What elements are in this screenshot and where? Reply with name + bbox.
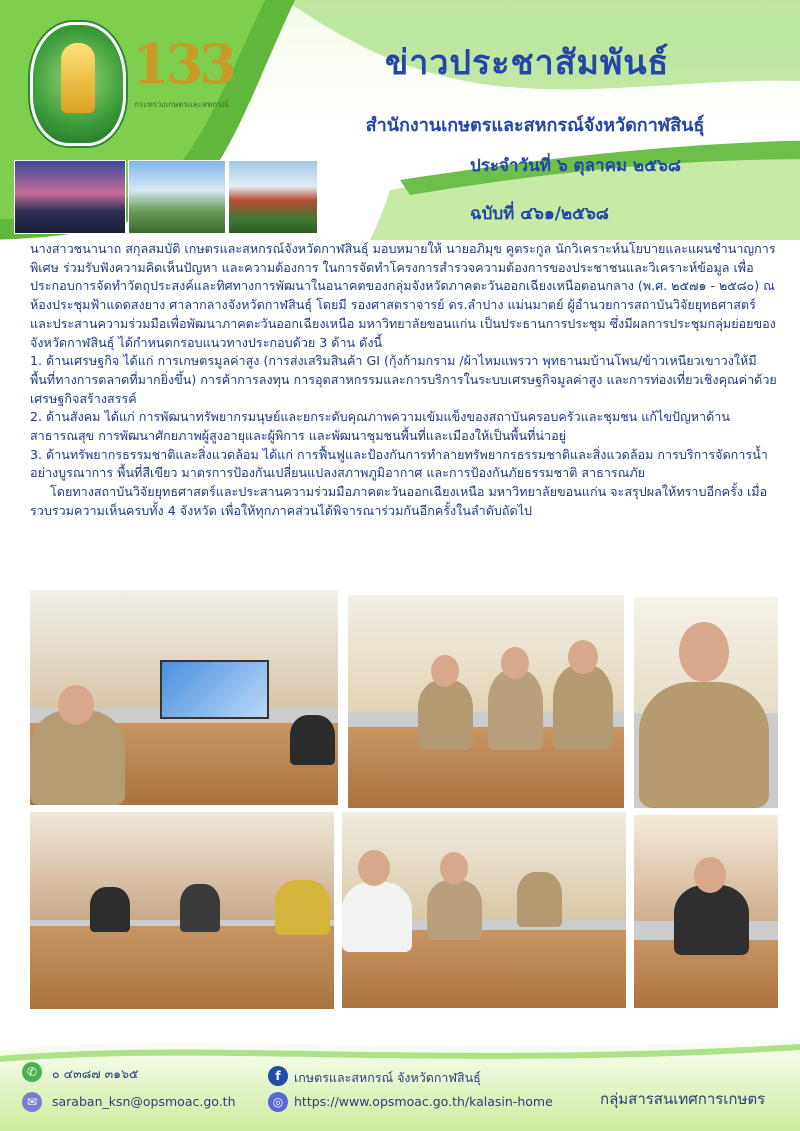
header [0,0,800,240]
body-paragraph-intro: นางสาวชนานาถ สกุลสมบัติ เกษตรและสหกรณ์จังหวัดกาฬสินธุ์ มอบหมายให้ นายอภิมุข คูตระกูล นักวิเคราะห์นโยบายและแผนชำนาญการพิเศษ ร่วมรับฟังความคิดเห็นปัญหา และความต้องการ ในการจัดทำโครงการสำรวจความต้องการของประชาชนและวิเคราะห์ข้อมูล เพื่อประกอบการจัดทำวัตถุประสงค์และทิศทางการพัฒนาในอนาคตของกลุ่มจังหวัดภาคตะวันออกเฉียงเหนือตอนกลาง (พ.ศ. ๒๕๗๑ - ๒๕๘๐) ณ ห้องประชุมฟ้าแดดสงยาง ศาลากลางจังหวัดกาฬสินธุ์ โดยมี รองศาสตราจารย์ ดร.ลำปาง แม่นมาตย์ ผู้อำนวยการสถาบันวิจัยยุทธศาสตร์และประสานความร่วมมือเพื่อพัฒนาภาคตะวันออกเฉียงเหนือ มหาวิทยาลัยขอนแก่น เป็นประธานการประชุม ซึ่งมีผลการประชุมกลุ่มย่อยของจังหวัดกาฬสินธุ์ ได้กำหนดกรอบแนวทางประกอบด้วย 3 ด้าน ดังนี้ [30,241,776,350]
header-photo-temple [228,160,318,234]
anniversary-number: 133 [132,32,233,96]
header-photo-buddha [128,160,226,234]
footer-website[interactable]: https://www.opsmoac.go.th/kalasin-home [294,1094,553,1109]
news-body [30,240,778,521]
header-photo-bridge [14,160,126,234]
globe-icon: ◎ [268,1092,288,1112]
footer-phone: ๐ ๔๓๘๗ ๓๑๖๕ [52,1066,139,1081]
footer-email[interactable]: saraban_ksn@opsmoac.go.th [52,1094,236,1109]
meeting-photo-1 [30,590,338,805]
anniversary-caption: กระทรวงเกษตรและสหกรณ์ [134,100,229,109]
body-item-society: 2. ด้านสังคม ได้แก่ การพัฒนาทรัพยากรมนุษย์และยกระดับคุณภาพความเข้มแข็งของสถาบันครอบครัวและชุมชน แก้ไขปัญหาด้านสาธารณสุข การพัฒนาศักยภาพผู้สูงอายุและผู้พิการ และพัฒนาชุมชนพื้นที่และเมืองให้เป็นพื้นที่น่าอยู่ [30,409,730,444]
footer-facebook[interactable]: เกษตรและสหกรณ์ จังหวัดกาฬสินธุ์ [294,1070,481,1085]
meeting-photo-4 [30,812,334,1009]
meeting-photo-3 [634,597,778,808]
office-name: สำนักงานเกษตรและสหกรณ์จังหวัดกาฬสินธุ์ [365,115,705,136]
news-date: ประจำวันที่ ๖ ตุลาคม ๒๕๖๘ [470,156,682,176]
email-icon: ✉ [22,1092,42,1112]
footer-group-name: กลุ่มสารสนเทศการเกษตร [600,1090,766,1108]
deity-figure-icon [61,43,95,113]
ministry-seal-logo [30,22,126,146]
anniversary-133-logo [132,28,232,128]
body-paragraph-closing: โดยทางสถาบันวิจัยยุทธศาสตร์และประสานความร่วมมือภาคตะวันออกเฉียงเหนือ มหาวิทยาลัยขอนแก่น จะสรุปผลให้ทราบอีกครั้ง เมื่อรวบรวมความเห็นครบทั้ง 4 จังหวัด เพื่อให้ทุกภาคส่วนได้พิจารณาร่วมกันอีกครั้งในลำดับถัดไป [30,484,768,518]
meeting-photo-6 [634,815,778,1008]
meeting-photo-5 [342,812,626,1008]
body-item-economy: 1. ด้านเศรษฐกิจ ได้แก่ การเกษตรมูลค่าสูง (การส่งเสริมสินค้า GI (กุ้งก้ามกราม /ผ้าไหมแพรวา พุทธานมบ้านโพน/ข้าวเหนียวเขาวงให้มีพื้นที่ทางการตลาดที่มากยิ่งขึ้น) การค้าการลงทุน การอุตสาหกรรมและการบริการในระบบเศรษฐกิจมูลค่าสูง และการท่องเที่ยวเชิงคุณค่าด้วยเศรษฐกิจสร้างสรรค์ [30,353,777,406]
facebook-icon: f [268,1066,288,1086]
issue-number: ฉบับที่ ๔๖๑/๒๕๖๘ [470,204,609,224]
meeting-photo-2 [348,595,624,808]
phone-icon: ✆ [22,1062,42,1082]
body-item-environment: 3. ด้านทรัพยากรธรรมชาติและสิ่งแวดล้อม ได้แก่ การฟื้นฟูและป้องกันการทำลายทรัพยากรธรรมชาติและสิ่งแวดล้อม การบริการจัดการน้ำอย่างบูรณาการ พื้นที่สีเขียว มาตรการป้องกันเปลี่ยนแปลงสภาพภูมิอากาศ และการป้องกันภัยธรรมชาติ สาธารณภัย [30,446,768,481]
page-title: ข่าวประชาสัมพันธ์ [385,43,670,83]
